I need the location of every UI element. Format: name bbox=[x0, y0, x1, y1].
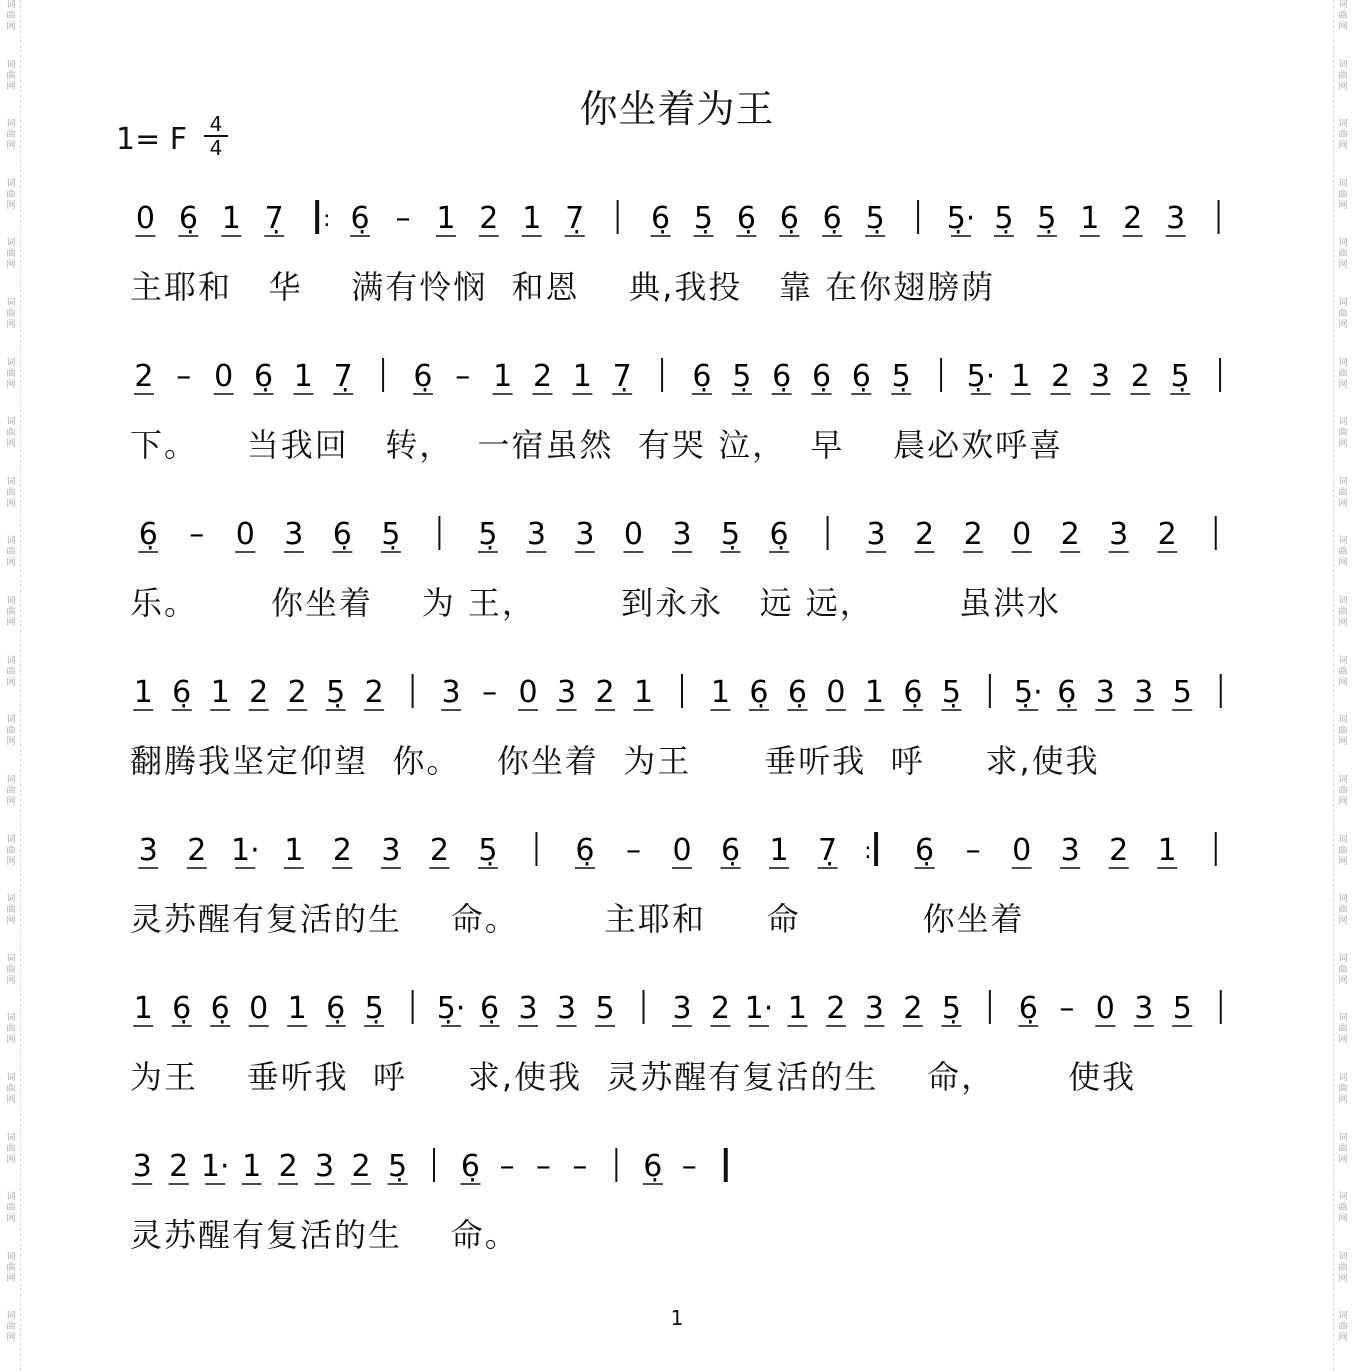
watermark-text: 词 曲 网 bbox=[1338, 1251, 1348, 1284]
note: 2 bbox=[1109, 833, 1129, 868]
note: 1 bbox=[864, 675, 884, 710]
note: 5̣· bbox=[1014, 675, 1043, 710]
watermark-text: 词 曲 网 bbox=[1338, 357, 1348, 390]
note: 1 bbox=[633, 675, 654, 710]
note: – bbox=[625, 833, 641, 868]
note: 5̣· bbox=[436, 991, 466, 1026]
note: 3 bbox=[138, 833, 158, 868]
watermark-text: 词 曲 网 bbox=[1338, 59, 1348, 92]
notes-line-6 bbox=[0, 990, 1354, 1050]
watermark-text: 词 曲 网 bbox=[1338, 536, 1348, 569]
note: 5̣ bbox=[326, 675, 346, 710]
lyric-line-3: 乐。 你坐着 为 王， 到永永 远 远， 虽洪水 bbox=[130, 584, 1061, 622]
watermark-text: 词 曲 网 bbox=[6, 596, 16, 629]
note: 6̣ bbox=[692, 359, 712, 394]
note: 2 bbox=[903, 991, 923, 1026]
note: 3 bbox=[1109, 517, 1129, 552]
note: 6̣ bbox=[772, 359, 792, 394]
note: 6̣ bbox=[736, 201, 756, 236]
note: 6̣ bbox=[787, 675, 807, 710]
watermark-text: 词 曲 网 bbox=[6, 1192, 16, 1225]
watermark-text: 词 曲 网 bbox=[1338, 1192, 1348, 1225]
watermark-text: 词 曲 网 bbox=[6, 1311, 16, 1344]
note: 1 bbox=[133, 675, 153, 710]
notes-line-7 bbox=[0, 1148, 1354, 1208]
note: 1 bbox=[1157, 833, 1177, 868]
note: 1 bbox=[221, 201, 241, 236]
note: 5 bbox=[1172, 675, 1192, 710]
watermark-text: 词 曲 网 bbox=[6, 417, 16, 450]
note: – bbox=[1059, 991, 1075, 1026]
note: 7̣ bbox=[612, 359, 632, 394]
note: 6̣ bbox=[915, 833, 935, 868]
note: – bbox=[455, 359, 471, 394]
lyric-line-1: 主耶和 华 满有怜悯 和恩 典,我投 靠 在你翅膀荫 bbox=[130, 268, 996, 306]
note: 2 bbox=[287, 675, 307, 710]
song-title: 你坐着为王 bbox=[579, 87, 775, 131]
note: – bbox=[965, 833, 981, 868]
notation-svg bbox=[0, 516, 1354, 576]
note: 6̣ bbox=[460, 1149, 481, 1184]
note: 2 bbox=[710, 991, 731, 1026]
note: 5̣ bbox=[720, 517, 741, 552]
note: – bbox=[681, 1149, 697, 1184]
note: 2 bbox=[351, 1149, 371, 1184]
note: 2 bbox=[332, 833, 352, 868]
note: 2 bbox=[595, 675, 615, 710]
note: 2 bbox=[169, 1149, 189, 1184]
watermark-text: 词 曲 网 bbox=[1338, 1072, 1348, 1105]
note: 5̣ bbox=[865, 201, 885, 236]
watermark-text: 词 曲 网 bbox=[1338, 298, 1348, 331]
watermark-text: 词 曲 网 bbox=[6, 834, 16, 867]
notes-line-5 bbox=[0, 832, 1354, 892]
watermark-text: 词 曲 网 bbox=[1338, 1311, 1348, 1344]
notation-svg bbox=[0, 200, 1354, 260]
note: 3 bbox=[866, 517, 886, 552]
watermark-text: 词 曲 网 bbox=[1338, 476, 1348, 509]
note: – bbox=[176, 359, 192, 394]
notation-svg bbox=[0, 832, 1354, 892]
note: 0 bbox=[826, 675, 846, 710]
note: 0 bbox=[1012, 833, 1032, 868]
note: 0 bbox=[1095, 991, 1115, 1026]
watermark-text: 词 曲 网 bbox=[6, 59, 16, 92]
note: 1 bbox=[436, 201, 456, 236]
watermark-text: 词 曲 网 bbox=[1338, 417, 1348, 450]
note: 0 bbox=[1012, 517, 1032, 552]
lyric-line-4: 翻腾我坚定仰望 你。 你坐着 为王 垂听我 呼 求,使我 bbox=[130, 742, 1100, 780]
note: 3 bbox=[1095, 675, 1115, 710]
watermark-text: 词 曲 网 bbox=[1338, 655, 1348, 688]
note: 5̣ bbox=[994, 201, 1014, 236]
note: 1 bbox=[242, 1149, 262, 1184]
page-number: 1 bbox=[670, 1306, 684, 1330]
note: 5̣ bbox=[693, 201, 714, 236]
note: 5̣ bbox=[381, 517, 401, 552]
note: – bbox=[395, 201, 411, 236]
note: 0 bbox=[235, 517, 255, 552]
note: 2 bbox=[479, 201, 499, 236]
watermark-text: 词 曲 网 bbox=[1338, 178, 1348, 211]
watermark-text: 词 曲 网 bbox=[1338, 834, 1348, 867]
note: 1 bbox=[1080, 201, 1100, 236]
watermark-text: 词 曲 网 bbox=[6, 476, 16, 509]
note: 3 bbox=[381, 833, 401, 868]
note: 7̣ bbox=[818, 833, 838, 868]
watermark-text: 词 曲 网 bbox=[6, 1072, 16, 1105]
note: 3 bbox=[526, 517, 546, 552]
lyric-line-2: 下。 当我回 转， 一宿虽然 有哭 泣， 早 晨必欢呼喜 bbox=[130, 426, 1064, 464]
note: 6̣ bbox=[413, 359, 433, 394]
note: 6̣ bbox=[1057, 675, 1077, 710]
note: 7̣ bbox=[333, 359, 353, 394]
notation-svg bbox=[0, 990, 1354, 1050]
note: 1 bbox=[133, 991, 153, 1026]
note: 5̣ bbox=[1170, 359, 1190, 394]
notes-line-3 bbox=[0, 516, 1354, 576]
note: 5̣ bbox=[732, 359, 752, 394]
note: 2 bbox=[532, 359, 553, 394]
note: 6̣ bbox=[811, 359, 832, 394]
note: 3 bbox=[557, 991, 577, 1026]
lyric-line-5: 灵苏醒有复活的生 命。 主耶和 命 你坐着 bbox=[130, 900, 1025, 938]
note: 6̣ bbox=[326, 991, 346, 1026]
note: 1· bbox=[200, 1149, 230, 1184]
note: 1 bbox=[287, 991, 307, 1026]
note: 6̣ bbox=[643, 1149, 663, 1184]
note: 0 bbox=[518, 675, 538, 710]
watermark-text: 词 曲 网 bbox=[1338, 1132, 1348, 1165]
note: 1 bbox=[522, 201, 542, 236]
note: – bbox=[572, 1149, 588, 1184]
watermark-text: 词 曲 网 bbox=[6, 0, 16, 32]
note: 6̣ bbox=[903, 675, 923, 710]
note: – bbox=[189, 517, 205, 552]
note: 5̣ bbox=[364, 991, 384, 1026]
note: 1 bbox=[572, 359, 592, 394]
note: 3 bbox=[672, 991, 692, 1026]
note: 3 bbox=[315, 1149, 335, 1184]
note: 3 bbox=[441, 675, 461, 710]
note: 2 bbox=[963, 517, 983, 552]
note: 0 bbox=[623, 517, 644, 552]
watermark-text: 词 曲 网 bbox=[6, 1251, 16, 1284]
note: 5 bbox=[595, 991, 615, 1026]
time-signature bbox=[203, 114, 229, 158]
notation-svg bbox=[0, 1148, 1354, 1208]
watermark-text: 词 曲 网 bbox=[1338, 953, 1348, 986]
note: 6̣ bbox=[172, 991, 192, 1026]
note: 5̣ bbox=[891, 359, 911, 394]
note: 6̣ bbox=[822, 201, 842, 236]
watermark-text: 词 曲 网 bbox=[6, 1132, 16, 1165]
note: 5̣ bbox=[478, 833, 498, 868]
watermark-text: 词 曲 网 bbox=[6, 715, 16, 748]
note: 2 bbox=[1157, 517, 1177, 552]
note: 2 bbox=[278, 1149, 298, 1184]
note: 3 bbox=[864, 991, 884, 1026]
note: 5̣ bbox=[387, 1149, 408, 1184]
note: 1· bbox=[230, 833, 260, 868]
note: 3 bbox=[1166, 201, 1186, 236]
watermark-text: 词 曲 网 bbox=[6, 298, 16, 331]
note: 1 bbox=[493, 359, 513, 394]
watermark-text: 词 曲 网 bbox=[1338, 894, 1348, 927]
note: 3 bbox=[1134, 991, 1154, 1026]
note: 2 bbox=[1060, 517, 1080, 552]
note: 3 bbox=[518, 991, 538, 1026]
note: 3 bbox=[672, 517, 692, 552]
note: 6̣ bbox=[480, 991, 500, 1026]
note: 1 bbox=[284, 833, 304, 868]
note: 6̣ bbox=[650, 201, 671, 236]
note: 0 bbox=[672, 833, 692, 868]
note: 6̣ bbox=[172, 675, 192, 710]
note: 7̣ bbox=[565, 201, 585, 236]
note: 6̣ bbox=[720, 833, 741, 868]
watermark-text: 词 曲 网 bbox=[1338, 1013, 1348, 1046]
note: 5̣ bbox=[1037, 201, 1057, 236]
note: 2 bbox=[1130, 359, 1150, 394]
note: 3 bbox=[1134, 675, 1154, 710]
meter-bottom: 4 bbox=[209, 136, 223, 160]
note: 5̣ bbox=[478, 517, 498, 552]
note: 0 bbox=[214, 359, 234, 394]
watermark-text: 词 曲 网 bbox=[1338, 715, 1348, 748]
note: 2 bbox=[1123, 201, 1143, 236]
watermark-text: 词 曲 网 bbox=[6, 178, 16, 211]
note: 3 bbox=[575, 517, 595, 552]
watermark-text: 词 曲 网 bbox=[6, 1013, 16, 1046]
note: 6̣ bbox=[210, 991, 230, 1026]
note: 2 bbox=[134, 359, 154, 394]
note: 0 bbox=[135, 201, 156, 236]
note: 1· bbox=[744, 991, 774, 1026]
note: 5 bbox=[1172, 991, 1192, 1026]
note: 2 bbox=[249, 675, 269, 710]
watermark-text: 词 曲 网 bbox=[6, 774, 16, 807]
note: 2 bbox=[915, 517, 935, 552]
notes-line-4 bbox=[0, 674, 1354, 734]
notes-line-2 bbox=[0, 358, 1354, 418]
note: 1 bbox=[1011, 359, 1031, 394]
lyric-line-7: 灵苏醒有复活的生 命。 bbox=[130, 1216, 519, 1254]
note: 7̣ bbox=[264, 201, 284, 236]
note: 6̣ bbox=[1018, 991, 1038, 1026]
note: 5̣· bbox=[946, 201, 976, 236]
note: 6̣ bbox=[779, 201, 799, 236]
note: 6̣ bbox=[332, 517, 352, 552]
note: 6̣ bbox=[851, 359, 871, 394]
note: 1 bbox=[710, 675, 731, 710]
note: 3 bbox=[132, 1149, 152, 1184]
watermark-text: 词 曲 网 bbox=[6, 655, 16, 688]
note: 3 bbox=[284, 517, 304, 552]
note: – bbox=[482, 675, 498, 710]
note: 6̣ bbox=[253, 359, 274, 394]
notation-svg bbox=[0, 358, 1354, 418]
notes-line-1 bbox=[0, 200, 1354, 260]
note: 3 bbox=[1060, 833, 1080, 868]
watermark-text: 词 曲 网 bbox=[6, 357, 16, 390]
watermark-text: 词 曲 网 bbox=[6, 536, 16, 569]
note: 6̣ bbox=[769, 517, 789, 552]
watermark-text: 词 曲 网 bbox=[6, 238, 16, 271]
meter-top: 4 bbox=[209, 112, 223, 136]
note: 6̣ bbox=[350, 201, 370, 236]
note: 6̣ bbox=[575, 833, 595, 868]
watermark-text: 词 曲 网 bbox=[6, 119, 16, 152]
watermark-text: 词 曲 网 bbox=[1338, 0, 1348, 32]
watermark-text: 词 曲 网 bbox=[1338, 774, 1348, 807]
note: 2 bbox=[429, 833, 449, 868]
note: – bbox=[535, 1149, 551, 1184]
notation-svg bbox=[0, 674, 1354, 734]
repeat-dots: : bbox=[864, 839, 872, 864]
note: 2 bbox=[187, 833, 207, 868]
watermark-text: 词 曲 网 bbox=[1338, 238, 1348, 271]
note: 2 bbox=[826, 991, 846, 1026]
watermark-text: 词 曲 网 bbox=[6, 953, 16, 986]
note: 1 bbox=[293, 359, 313, 394]
note: 6̣ bbox=[138, 517, 158, 552]
note: 1 bbox=[769, 833, 789, 868]
note: 6̣ bbox=[749, 675, 769, 710]
note: 6̣ bbox=[178, 201, 198, 236]
key-signature: 1= F bbox=[116, 122, 188, 157]
note: 1 bbox=[787, 991, 807, 1026]
lyric-line-6: 为王 垂听我 呼 求,使我 灵苏醒有复活的生 命， 使我 bbox=[130, 1058, 1137, 1096]
repeat-dots: : bbox=[323, 207, 331, 232]
watermark-text: 词 曲 网 bbox=[6, 894, 16, 927]
note: 3 bbox=[557, 675, 577, 710]
note: 3 bbox=[1090, 359, 1111, 394]
note: – bbox=[499, 1149, 515, 1184]
watermark-text: 词 曲 网 bbox=[1338, 119, 1348, 152]
note: 2 bbox=[1051, 359, 1071, 394]
note: 5̣ bbox=[941, 675, 961, 710]
note: 5̣· bbox=[966, 359, 996, 394]
note: 2 bbox=[364, 675, 384, 710]
note: 1 bbox=[210, 675, 230, 710]
note: 5̣ bbox=[941, 991, 961, 1026]
note: 0 bbox=[249, 991, 269, 1026]
watermark-text: 词 曲 网 bbox=[1338, 596, 1348, 629]
